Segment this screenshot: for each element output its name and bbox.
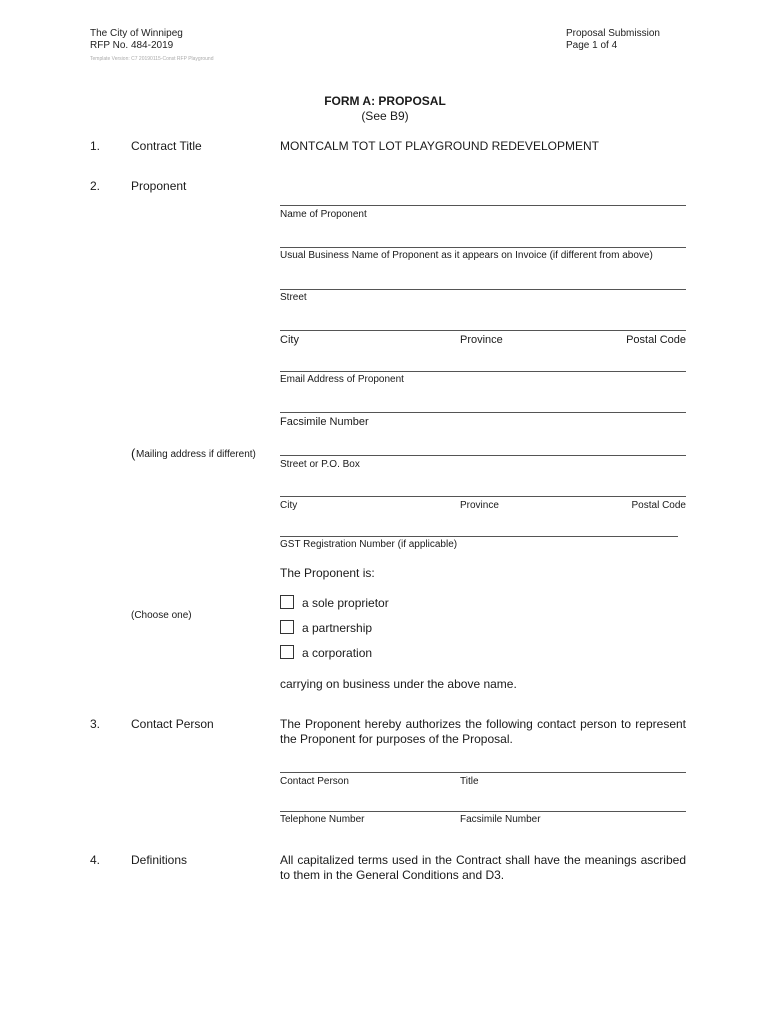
telephone-line[interactable] — [280, 811, 686, 812]
postal-code-caption: Postal Code — [626, 334, 686, 346]
carrying-on-business-text: carrying on business under the above name. — [280, 677, 517, 691]
contact-fax-caption: Facsimile Number — [460, 814, 541, 825]
corporation-checkbox[interactable] — [280, 645, 294, 659]
definitions-text: All capitalized terms used in the Contract shall have the meanings ascribed to them in the General Conditions and D3. — [280, 853, 686, 882]
business-name-caption: Usual Business Name of Proponent as it appears on Invoice (if different from above) — [280, 250, 653, 261]
city-caption: City — [280, 334, 299, 346]
fax-caption: Facsimile Number — [280, 416, 369, 428]
mailing-city-caption: City — [280, 500, 298, 511]
mailing-city-line[interactable] — [280, 496, 686, 497]
partnership-checkbox[interactable] — [280, 620, 294, 634]
telephone-caption: Telephone Number — [280, 814, 365, 825]
mailing-postal-caption: Postal Code — [631, 500, 686, 511]
header-proposal-submission: Proposal Submission — [566, 28, 660, 39]
business-name-line[interactable] — [280, 247, 686, 248]
email-line[interactable] — [280, 371, 686, 372]
sole-proprietor-checkbox[interactable] — [280, 595, 294, 609]
mailing-open-paren: ( — [131, 446, 136, 461]
section-1-label: Contract Title — [131, 139, 202, 153]
contact-title-caption: Title — [460, 776, 479, 787]
contact-person-caption: Contact Person — [280, 776, 349, 787]
po-box-caption: Street or P.O. Box — [280, 459, 360, 470]
contact-person-line[interactable] — [280, 772, 686, 773]
section-3-number: 3. — [90, 717, 101, 731]
street-caption: Street — [280, 292, 307, 303]
section-1-number: 1. — [90, 139, 101, 153]
street-line[interactable] — [280, 289, 686, 290]
corporation-label: a corporation — [302, 646, 373, 660]
header-template-note: Template Version: C7 20190115-Const RFP Playground — [90, 56, 214, 62]
form-title: FORM A: PROPOSAL — [324, 94, 446, 108]
gst-line[interactable] — [280, 536, 678, 537]
proponent-name-caption: Name of Proponent — [280, 209, 367, 220]
header-rfp-number: RFP No. 484-2019 — [90, 40, 174, 51]
proponent-name-line[interactable] — [280, 205, 686, 206]
section-4-label: Definitions — [131, 853, 188, 867]
po-box-line[interactable] — [280, 455, 686, 456]
header-city: The City of Winnipeg — [90, 28, 183, 39]
partnership-label: a partnership — [302, 621, 373, 635]
section-4-number: 4. — [90, 853, 101, 867]
mailing-address-note: Mailing address if different) — [136, 449, 256, 460]
form-subtitle: (See B9) — [361, 109, 409, 123]
fax-line[interactable] — [280, 412, 686, 413]
gst-caption: GST Registration Number (if applicable) — [280, 539, 458, 550]
city-province-postal-line[interactable] — [280, 330, 686, 331]
sole-proprietor-label: a sole proprietor — [302, 596, 389, 610]
section-2-label: Proponent — [131, 179, 187, 193]
contract-title-value: MONTCALM TOT LOT PLAYGROUND REDEVELOPMENT — [280, 139, 599, 153]
province-caption: Province — [460, 334, 503, 346]
section-2-number: 2. — [90, 179, 101, 193]
mailing-province-caption: Province — [460, 500, 499, 511]
choose-one-note: (Choose one) — [131, 610, 192, 621]
section-3-label: Contact Person — [131, 717, 214, 731]
header-page-number: Page 1 of 4 — [566, 40, 618, 51]
proponent-is-label: The Proponent is: — [280, 566, 375, 580]
email-caption: Email Address of Proponent — [280, 374, 404, 385]
contact-authorization-text: The Proponent hereby authorizes the following contact person to represent the Proponent for purposes of the Proposal. — [280, 717, 686, 746]
